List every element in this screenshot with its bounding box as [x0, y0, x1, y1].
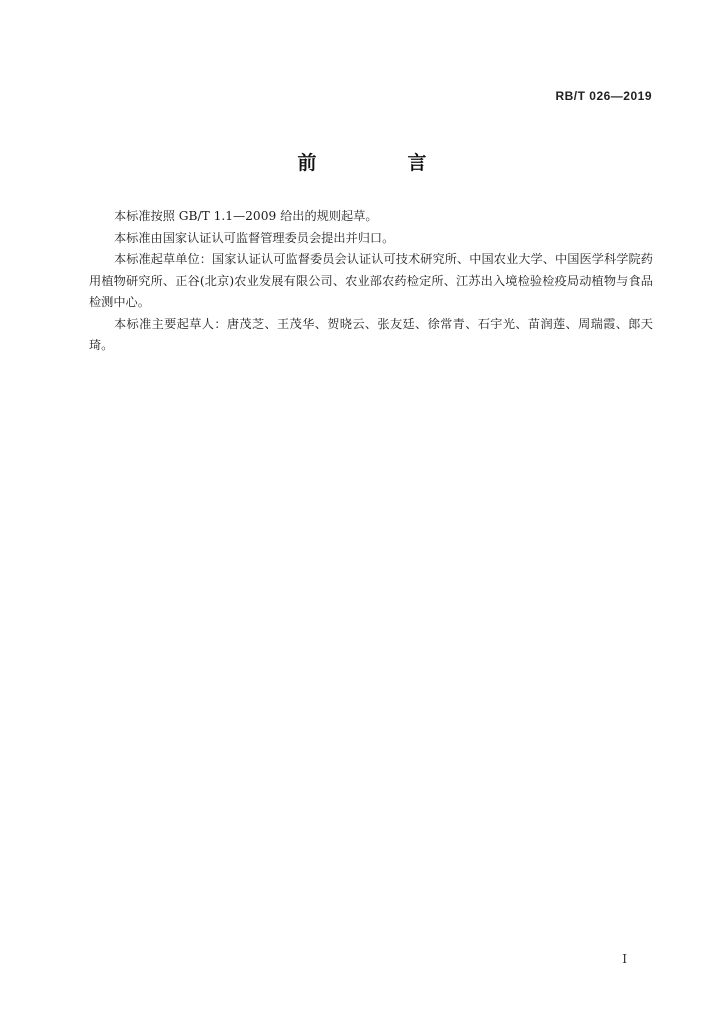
foreword-body [89, 206, 653, 357]
paragraph-drafting-rules: 本标准按照 GB/T 1.1—2009 给出的规则起草。 [114, 209, 378, 223]
paragraph-drafting-units: 本标准起草单位：国家认证认可监督委员会认证认可技术研究所、中国农业大学、中国医学科学院药用植物研究所、正谷(北京)农业发展有限公司、农业部农药检定所、江苏出入境检验检疫局动植物与食品检测中心。 [89, 252, 653, 309]
page-title: 前 言 [297, 152, 463, 174]
paragraph-proposer: 本标准由国家认证认可监督管理委员会提出并归口。 [114, 230, 395, 245]
page-number: I [622, 952, 627, 966]
standard-code: RB/T 026—2019 [555, 89, 652, 103]
paragraph-drafters: 本标准主要起草人：唐茂芝、王茂华、贺晓云、张友廷、徐常青、石宇光、苗润莲、周瑞霞、郎天琦。 [89, 316, 653, 352]
